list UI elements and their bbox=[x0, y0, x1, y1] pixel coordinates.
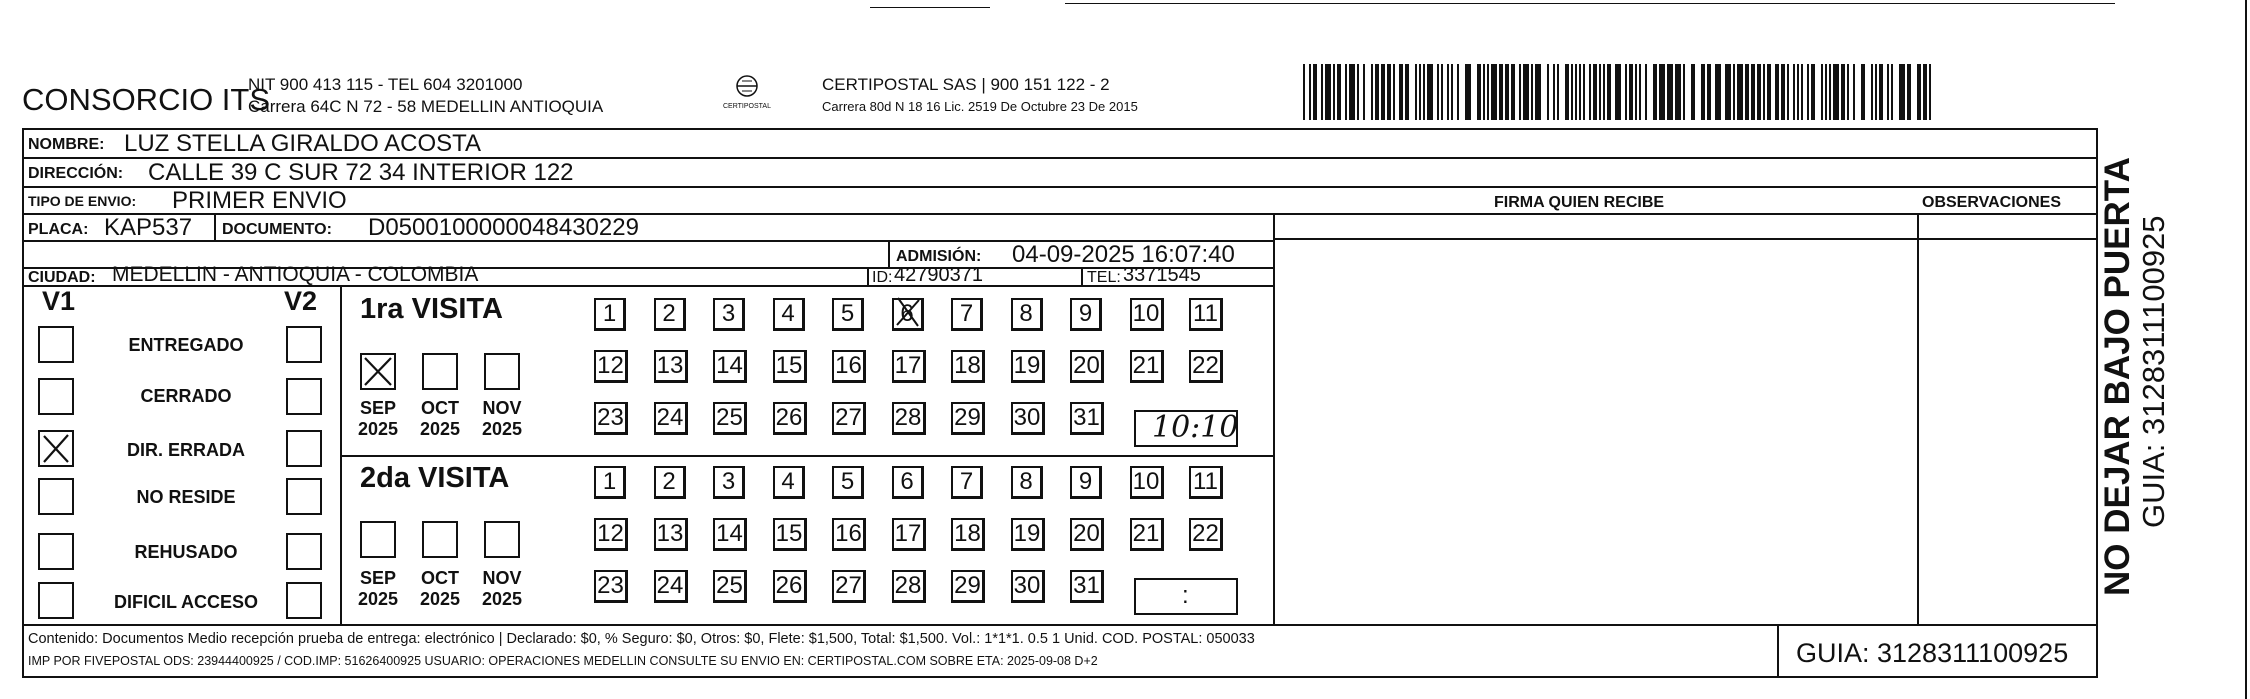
visit2-day-17[interactable]: 17 bbox=[892, 518, 926, 551]
placa-label: PLACA: bbox=[28, 221, 89, 238]
barcode-bar bbox=[1553, 64, 1555, 120]
barcode-bar bbox=[1907, 64, 1911, 120]
barcode-bar bbox=[1393, 64, 1395, 120]
barcode-bar bbox=[1603, 64, 1605, 120]
visit1-day-13[interactable]: 13 bbox=[654, 350, 688, 383]
v1-checkbox-dificil-acceso[interactable] bbox=[38, 582, 74, 619]
visit1-month-oct-checkbox[interactable] bbox=[422, 353, 458, 390]
visit1-month-oct: OCT 2025 bbox=[419, 398, 461, 439]
visit2-day-27[interactable]: 27 bbox=[832, 570, 866, 603]
barcode-bar bbox=[1437, 64, 1439, 120]
admision-label: ADMISIÓN: bbox=[896, 248, 982, 265]
visit2-day-9[interactable]: 9 bbox=[1070, 466, 1102, 499]
option-entregado: ENTREGADO bbox=[128, 335, 244, 355]
visit2-day-21[interactable]: 21 bbox=[1130, 518, 1164, 551]
footer-guia: GUIA: 3128311100925 bbox=[1796, 638, 2069, 668]
visit1-day-28[interactable]: 28 bbox=[892, 402, 926, 435]
col-divider bbox=[1917, 213, 1919, 624]
visit2-day-12[interactable]: 12 bbox=[594, 518, 628, 551]
certipostal-emblem-icon bbox=[727, 72, 767, 102]
visit1-day-22[interactable]: 22 bbox=[1189, 350, 1223, 383]
barcode-bar bbox=[1583, 64, 1585, 120]
barcode-bar bbox=[1575, 64, 1577, 120]
visit1-day-15[interactable]: 15 bbox=[773, 350, 807, 383]
visit2-day-26[interactable]: 26 bbox=[773, 570, 807, 603]
visit1-day-11[interactable]: 11 bbox=[1189, 298, 1223, 331]
barcode-bar bbox=[1579, 64, 1581, 120]
visit2-day-5[interactable]: 5 bbox=[832, 466, 864, 499]
barcode-bar bbox=[1357, 64, 1359, 120]
day-label: 6 bbox=[900, 300, 914, 327]
right-edge-line bbox=[2245, 0, 2247, 699]
visit1-day-27[interactable]: 27 bbox=[832, 402, 866, 435]
barcode-bar bbox=[1333, 64, 1335, 120]
nombre-label: NOMBRE: bbox=[28, 136, 105, 153]
barcode-bar bbox=[1733, 64, 1735, 120]
barcode-bar bbox=[1571, 64, 1573, 120]
barcode-bar bbox=[1899, 64, 1905, 120]
id-value: 42790371 bbox=[894, 264, 983, 286]
visit2-day-20[interactable]: 20 bbox=[1070, 518, 1104, 551]
barcode-bar bbox=[1625, 64, 1627, 120]
barcode-bar bbox=[1491, 64, 1497, 120]
visit2-title: 2da VISITA bbox=[360, 462, 510, 494]
barcode-bar bbox=[1451, 64, 1453, 120]
visit2-day-15[interactable]: 15 bbox=[773, 518, 807, 551]
barcode-bar bbox=[1639, 64, 1641, 120]
scan-edge-line bbox=[870, 7, 990, 8]
col-divider bbox=[888, 240, 890, 267]
v2-checkbox-dificil-acceso[interactable] bbox=[286, 582, 322, 619]
visit1-day-4[interactable]: 4 bbox=[773, 298, 805, 331]
barcode-bar bbox=[1381, 64, 1385, 120]
barcode-bar bbox=[1653, 64, 1657, 120]
certipostal-logo bbox=[712, 72, 782, 122]
visit2-day-28[interactable]: 28 bbox=[892, 570, 926, 603]
scan-edge-line bbox=[1065, 3, 2115, 4]
visit1-day-9[interactable]: 9 bbox=[1070, 298, 1102, 331]
visit1-day-19[interactable]: 19 bbox=[1011, 350, 1045, 383]
barcode-bar bbox=[1879, 64, 1883, 120]
v2-checkbox-rehusado[interactable] bbox=[286, 533, 322, 570]
option-dificil-acceso: DIFICIL ACCESO bbox=[113, 592, 258, 612]
visit1-day-8[interactable]: 8 bbox=[1011, 298, 1043, 331]
side-warning: NO DEJAR BAJO PUERTA bbox=[2098, 157, 2137, 596]
barcode-bar bbox=[1349, 64, 1355, 120]
visit2-month-sep: SEP 2025 bbox=[357, 568, 399, 609]
barcode-bar bbox=[1833, 64, 1839, 120]
checkmark-x-icon bbox=[892, 296, 924, 329]
v1-checkbox-entregado[interactable] bbox=[38, 326, 74, 363]
tel-value: 3371545 bbox=[1123, 264, 1201, 286]
barcode-bar bbox=[1519, 64, 1521, 120]
barcode-bar bbox=[1629, 64, 1633, 120]
documento-label: DOCUMENTO: bbox=[222, 221, 332, 238]
visit1-day-10[interactable]: 10 bbox=[1130, 298, 1164, 331]
v1-checkbox-dir-errada[interactable] bbox=[38, 430, 74, 467]
barcode-bar bbox=[1405, 64, 1409, 120]
option-dir-errada: DIR. ERRADA bbox=[126, 440, 245, 460]
barcode-bar bbox=[1423, 64, 1425, 120]
barcode-bar bbox=[1607, 64, 1611, 120]
v1-header: V1 bbox=[42, 286, 76, 316]
barcode-bar bbox=[1701, 64, 1705, 120]
barcode-bar bbox=[1547, 64, 1549, 120]
visit2-day-19[interactable]: 19 bbox=[1011, 518, 1045, 551]
barcode-bar bbox=[1763, 64, 1765, 120]
ciudad-value: MEDELLIN - ANTIOQUIA - COLOMBIA bbox=[112, 263, 479, 286]
barcode-bar bbox=[1303, 64, 1305, 120]
certipostal-license: Carrera 80d N 18 16 Lic. 2519 De Octubre 23 De 2015 bbox=[822, 99, 1138, 114]
visit1-day-3[interactable]: 3 bbox=[713, 298, 745, 331]
visit2-day-13[interactable]: 13 bbox=[654, 518, 688, 551]
barcode bbox=[1303, 64, 1938, 120]
visit1-time-box[interactable] bbox=[1134, 410, 1238, 447]
visit1-day-2[interactable]: 2 bbox=[654, 298, 686, 331]
barcode-bar bbox=[1847, 64, 1849, 120]
v2-checkbox-entregado[interactable] bbox=[286, 326, 322, 363]
barcode-bar bbox=[1871, 64, 1873, 120]
visit1-day-7[interactable]: 7 bbox=[951, 298, 983, 331]
barcode-bar bbox=[1811, 64, 1815, 120]
barcode-bar bbox=[1599, 64, 1601, 120]
barcode-bar bbox=[1399, 64, 1403, 120]
ciudad-label: CIUDAD: bbox=[28, 269, 96, 286]
visit1-day-6[interactable] bbox=[892, 298, 924, 331]
barcode-bar bbox=[1371, 64, 1373, 120]
tel-label: TEL: bbox=[1087, 269, 1121, 286]
visit2-day-3[interactable]: 3 bbox=[713, 466, 745, 499]
barcode-bar bbox=[1363, 64, 1365, 120]
barcode-bar bbox=[1853, 64, 1855, 120]
barcode-bar bbox=[1707, 64, 1711, 120]
barcode-bar bbox=[1887, 64, 1889, 120]
barcode-bar bbox=[1675, 64, 1681, 120]
col-divider bbox=[214, 213, 216, 240]
barcode-bar bbox=[1751, 64, 1755, 120]
tipo-envio-label: TIPO DE ENVIO: bbox=[28, 193, 137, 209]
visit1-day-26[interactable]: 26 bbox=[773, 402, 807, 435]
barcode-bar bbox=[1801, 64, 1803, 120]
barcode-bar bbox=[1387, 64, 1391, 120]
nombre-value: LUZ STELLA GIRALDO ACOSTA bbox=[124, 130, 481, 157]
visit2-day-11[interactable]: 11 bbox=[1189, 466, 1223, 499]
barcode-bar bbox=[1375, 64, 1379, 120]
visit2-time-box[interactable] bbox=[1134, 578, 1238, 615]
admision-value: 04-09-2025 16:07:40 bbox=[1012, 241, 1235, 268]
visit1-day-16[interactable]: 16 bbox=[832, 350, 866, 383]
direccion-label: DIRECCIÓN: bbox=[28, 165, 124, 182]
visit2-day-1[interactable]: 1 bbox=[594, 466, 626, 499]
visit2-day-24[interactable]: 24 bbox=[654, 570, 688, 603]
barcode-bar bbox=[1929, 64, 1931, 120]
barcode-bar bbox=[1589, 64, 1591, 120]
visit1-day-24[interactable]: 24 bbox=[654, 402, 688, 435]
barcode-bar bbox=[1325, 64, 1331, 120]
col-divider bbox=[867, 267, 869, 285]
company-address: Carrera 64C N 72 - 58 MEDELLIN ANTIOQUIA bbox=[248, 97, 604, 116]
certipostal-info: CERTIPOSTAL SAS | 900 151 122 - 2 bbox=[822, 75, 1110, 94]
visit1-day-21[interactable]: 21 bbox=[1130, 350, 1164, 383]
logo-text: CERTIPOSTAL bbox=[723, 103, 771, 110]
col-divider bbox=[1273, 213, 1275, 624]
barcode-bar bbox=[1787, 64, 1789, 120]
barcode-bar bbox=[1535, 64, 1541, 120]
visit1-day-25[interactable]: 25 bbox=[713, 402, 747, 435]
visit2-day-23[interactable]: 23 bbox=[594, 570, 628, 603]
barcode-bar bbox=[1875, 64, 1877, 120]
barcode-bar bbox=[1447, 64, 1449, 120]
v2-header: V2 bbox=[284, 286, 318, 316]
barcode-bar bbox=[1829, 64, 1831, 120]
visit1-month-sep-checkbox[interactable] bbox=[360, 353, 396, 390]
barcode-bar bbox=[1505, 64, 1509, 120]
barcode-bar bbox=[1683, 64, 1685, 120]
visit2-month-nov: NOV 2025 bbox=[481, 568, 523, 609]
barcode-bar bbox=[1891, 64, 1893, 120]
option-rehusado: REHUSADO bbox=[134, 542, 238, 562]
barcode-bar bbox=[1635, 64, 1637, 120]
footer-content-line: Contenido: Documentos Medio recepción prueba de entrega: electrónico | Declarado: $0, % Seguro: $0, Otros: $0, Flete: $1,500, Total: $1,500. Vol.: 1*1*1. 0.5 1 Unid. COD. POSTAL: 050033 bbox=[28, 631, 1255, 647]
v1-checkbox-rehusado[interactable] bbox=[38, 533, 74, 570]
visit1-day-1[interactable]: 1 bbox=[594, 298, 626, 331]
observaciones-label: OBSERVACIONES bbox=[1922, 194, 2061, 211]
visit1-day-5[interactable]: 5 bbox=[832, 298, 864, 331]
barcode-bar bbox=[1309, 64, 1311, 120]
barcode-bar bbox=[1745, 64, 1749, 120]
barcode-bar bbox=[1659, 64, 1665, 120]
visit1-day-30[interactable]: 30 bbox=[1011, 402, 1045, 435]
visit1-month-nov: NOV 2025 bbox=[481, 398, 523, 439]
visit2-month-sep-checkbox[interactable] bbox=[360, 521, 396, 558]
visit2-day-7[interactable]: 7 bbox=[951, 466, 983, 499]
barcode-bar bbox=[1499, 64, 1503, 120]
barcode-bar bbox=[1565, 64, 1569, 120]
barcode-bar bbox=[1775, 64, 1779, 120]
visit2-day-29[interactable]: 29 bbox=[951, 570, 985, 603]
barcode-bar bbox=[1593, 64, 1597, 120]
documento-value: D0500100000048430229 bbox=[368, 214, 639, 241]
barcode-bar bbox=[1737, 64, 1743, 120]
checkmark-x-icon bbox=[40, 432, 72, 465]
barcode-bar bbox=[1557, 64, 1559, 120]
visit2-day-4[interactable]: 4 bbox=[773, 466, 805, 499]
tipo-envio-value: PRIMER ENVIO bbox=[172, 187, 347, 214]
barcode-bar bbox=[1313, 64, 1317, 120]
barcode-bar bbox=[1725, 64, 1731, 120]
id-label: ID: bbox=[872, 269, 893, 286]
visit1-title: 1ra VISITA bbox=[360, 293, 503, 325]
direccion-value: CALLE 39 C SUR 72 34 INTERIOR 122 bbox=[148, 159, 574, 186]
col-divider bbox=[1777, 626, 1779, 676]
barcode-bar bbox=[1797, 64, 1799, 120]
barcode-bar bbox=[1487, 64, 1489, 120]
visit1-day-20[interactable]: 20 bbox=[1070, 350, 1104, 383]
visit2-day-6[interactable]: 6 bbox=[892, 466, 924, 499]
col-divider bbox=[1081, 267, 1083, 285]
visit1-month-sep: SEP 2025 bbox=[357, 398, 399, 439]
visit1-day-29[interactable]: 29 bbox=[951, 402, 985, 435]
v1-checkbox-cerrado[interactable] bbox=[38, 378, 74, 415]
visit2-month-oct-checkbox[interactable] bbox=[422, 521, 458, 558]
barcode-bar bbox=[1615, 64, 1621, 120]
barcode-bar bbox=[1427, 64, 1433, 120]
barcode-bar bbox=[1345, 64, 1347, 120]
visit1-day-31[interactable]: 31 bbox=[1070, 402, 1104, 435]
barcode-bar bbox=[1321, 64, 1323, 120]
visit1-day-23[interactable]: 23 bbox=[594, 402, 628, 435]
visit2-day-2[interactable]: 2 bbox=[654, 466, 686, 499]
barcode-bar bbox=[1511, 64, 1515, 120]
v2-checkbox-dir-errada[interactable] bbox=[286, 430, 322, 467]
firma-label: FIRMA QUIEN RECIBE bbox=[1494, 194, 1665, 211]
visit2-day-31[interactable]: 31 bbox=[1070, 570, 1104, 603]
barcode-bar bbox=[1645, 64, 1647, 120]
side-guia: GUIA: 3128311100925 bbox=[2136, 215, 2171, 528]
barcode-bar bbox=[1667, 64, 1673, 120]
company-nit: NIT 900 413 115 - TEL 604 3201000 bbox=[248, 75, 523, 94]
barcode-bar bbox=[1419, 64, 1421, 120]
barcode-bar bbox=[1715, 64, 1721, 120]
visit1-day-12[interactable]: 12 bbox=[594, 350, 628, 383]
barcode-bar bbox=[1483, 64, 1485, 120]
visit2-day-8[interactable]: 8 bbox=[1011, 466, 1043, 499]
visit2-day-10[interactable]: 10 bbox=[1130, 466, 1164, 499]
visit1-time: 10:10 bbox=[1152, 410, 1239, 445]
visit2-time: : bbox=[1182, 582, 1189, 609]
v1-checkbox-no-reside[interactable] bbox=[38, 478, 74, 515]
col-divider bbox=[340, 455, 1274, 457]
barcode-bar bbox=[1441, 64, 1443, 120]
barcode-bar bbox=[1825, 64, 1827, 120]
barcode-bar bbox=[1807, 64, 1809, 120]
company-name: CONSORCIO ITS bbox=[22, 82, 271, 117]
visit2-month-nov-checkbox[interactable] bbox=[484, 521, 520, 558]
barcode-bar bbox=[1477, 64, 1481, 120]
visit2-month-oct: OCT 2025 bbox=[419, 568, 461, 609]
visit2-day-30[interactable]: 30 bbox=[1011, 570, 1045, 603]
barcode-bar bbox=[1465, 64, 1471, 120]
barcode-bar bbox=[1793, 64, 1795, 120]
barcode-bar bbox=[1917, 64, 1921, 120]
barcode-bar bbox=[1841, 64, 1845, 120]
footer-divider bbox=[24, 624, 2096, 626]
visit2-day-25[interactable]: 25 bbox=[713, 570, 747, 603]
barcode-bar bbox=[1767, 64, 1771, 120]
delivery-form bbox=[22, 128, 2098, 678]
barcode-bar bbox=[1457, 64, 1459, 120]
barcode-bar bbox=[1861, 64, 1865, 120]
row-divider bbox=[1274, 238, 2096, 240]
barcode-bar bbox=[1523, 64, 1529, 120]
barcode-bar bbox=[1337, 64, 1341, 120]
visit2-day-18[interactable]: 18 bbox=[951, 518, 985, 551]
visit2-day-14[interactable]: 14 bbox=[713, 518, 747, 551]
footer-imp-line: IMP POR FIVEPOSTAL ODS: 23944400925 / COD.IMP: 51626400925 USUARIO: OPERACIONES MEDELLIN CONSULTE SU ENVIO EN: CERTIPOSTAL.COM SOBRE ETA: 2025-09-08 D+2 bbox=[28, 654, 1098, 668]
barcode-bar bbox=[1923, 64, 1927, 120]
option-no-reside: NO RESIDE bbox=[136, 487, 236, 507]
barcode-bar bbox=[1757, 64, 1761, 120]
barcode-bar bbox=[1415, 64, 1417, 120]
barcode-bar bbox=[1781, 64, 1785, 120]
visit1-month-nov-checkbox[interactable] bbox=[484, 353, 520, 390]
placa-value: KAP537 bbox=[104, 214, 193, 241]
visit2-day-16[interactable]: 16 bbox=[832, 518, 866, 551]
barcode-bar bbox=[1821, 64, 1823, 120]
v2-checkbox-no-reside[interactable] bbox=[286, 478, 322, 515]
barcode-bar bbox=[1531, 64, 1533, 120]
v2-checkbox-cerrado[interactable] bbox=[286, 378, 322, 415]
option-cerrado: CERRADO bbox=[140, 386, 232, 406]
visit2-day-22[interactable]: 22 bbox=[1189, 518, 1223, 551]
visit1-day-17[interactable]: 17 bbox=[892, 350, 926, 383]
barcode-bar bbox=[1691, 64, 1695, 120]
checkmark-x-icon bbox=[362, 355, 394, 388]
visit1-day-14[interactable]: 14 bbox=[713, 350, 747, 383]
visit1-day-18[interactable]: 18 bbox=[951, 350, 985, 383]
